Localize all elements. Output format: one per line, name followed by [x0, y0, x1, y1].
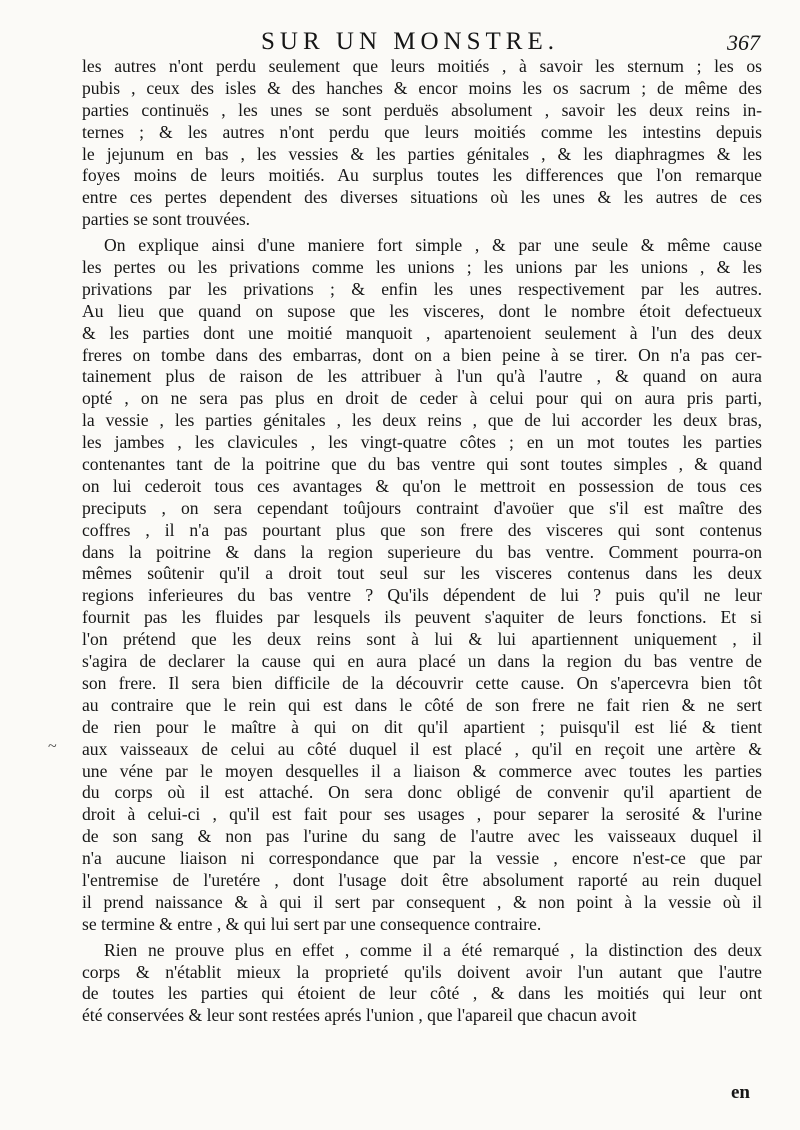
- text-line: été conservées & leur sont restées aprés l'union , que l'apareil que chacun avoit: [82, 1005, 637, 1026]
- text-line: Rien ne prouve plus en effet , comme il a été remarqué , la distinction des deux: [104, 939, 762, 960]
- text-line: ternes ; & les autres n'ont perdu que leurs moitiés comme les intestins depuis: [82, 121, 762, 142]
- text-line: coffres , il n'a pas pourtant plus que son frere des visceres qui sont contenus: [82, 519, 762, 540]
- text-line: de toutes les parties qui étoient de leur côté , & dans les moitiés qui leur ont: [82, 983, 762, 1004]
- text-line: privations par les privations ; & enfin les unes respectivement par les autres.: [82, 278, 762, 299]
- text-line: l'on prétend que les deux reins sont à lui & lui apartiennent uniquement , il: [82, 629, 762, 650]
- running-title: SUR UN MONSTRE.: [261, 28, 559, 55]
- text-line: fournit pas les fluides par lesquels ils peuvent s'aquiter de leurs fonctions. Et si: [82, 607, 762, 628]
- paragraph: [82, 56, 762, 231]
- text-line: n'a aucune liaison ni correspondance que par la vessie , encore n'est-ce que par: [82, 848, 762, 869]
- text-line: de rien pour le maître à qui on dit qu'il apartient ; puisqu'il est lié & tient: [82, 716, 762, 737]
- text-line: tainement plus de raison de les attribuer à l'un qu'à l'autre , & quand on aura: [82, 366, 762, 387]
- text-line: entre ces pertes dependent des diverses situations où les unes & les autres de ces: [82, 187, 762, 208]
- page-number: 367: [727, 30, 760, 55]
- text-line: parties se sont trouvées.: [82, 209, 251, 230]
- text-line: opté , on ne sera pas plus en droit de ceder à celui pour qui on aura pris parti,: [82, 388, 762, 409]
- text-line: contenantes tant de la poitrine que du bas ventre qui sont toutes simples , & quand: [82, 454, 762, 475]
- page-header: [60, 28, 760, 58]
- text-line: du corps où il est attaché. On sera donc obligé de convenir qu'il apartient de: [82, 782, 762, 803]
- text-line: au contraire que le rein qui est dans le côté de son frere ne fait rien & ne sert: [82, 694, 762, 715]
- paragraph: [82, 940, 762, 1028]
- text-line: il prend naissance & à qui il sert par consequent , & non point à la vessie où il: [82, 891, 762, 912]
- text-line: le jejunum en bas , les vessies & les parties génitales , & les diaphragmes & les: [82, 143, 762, 164]
- body-text: [82, 56, 762, 1027]
- text-line: on lui cederoit tous ces avantages & qu'on le mettroit en possession de tous ces: [82, 475, 762, 496]
- text-line: preciputs , on sera cependant toûjours contraint d'avoüer que s'il est maître des: [82, 497, 762, 518]
- text-line: la vessie , les parties génitales , les deux reins , que de lui accorder les deux bras,: [82, 410, 762, 431]
- paragraph: [82, 235, 762, 936]
- text-line: se termine & entre , & qui lui sert par une consequence contraire.: [82, 913, 542, 934]
- text-line: l'entremise de l'uretére , dont l'usage doit être absolument raporté au rein duquel: [82, 869, 762, 890]
- text-line: les jambes , les clavicules , les vingt-quatre côtes ; en un mot toutes les parties: [82, 432, 762, 453]
- text-line: foyes moins de leurs moitiés. Au surplus toutes les differences que l'on remarque: [82, 165, 762, 186]
- text-line: & les parties dont une moitié manquoit , apartenoient seulement à l'un des deux: [82, 322, 762, 343]
- text-line: freres on tombe dans des embarras, dont on a bien peine à se tirer. On n'a pas cer-: [82, 344, 762, 365]
- text-line: parties continuës , les unes se sont perduës absolument , savoir les deux reins in-: [82, 99, 762, 120]
- text-line: dans la poitrine & dans la region superieure du bas ventre. Comment pourra-on: [82, 541, 762, 562]
- text-line: aux vaisseaux de celui au côté duquel il est placé , qu'il en reçoit une artère &: [82, 738, 762, 759]
- text-line: On explique ainsi d'une maniere fort simple , & par une seule & même cause: [104, 235, 762, 256]
- text-line: son frere. Il sera bien difficile de la découvrir cette cause. On s'apercevra bien tôt: [82, 672, 762, 693]
- catchword: en: [731, 1082, 750, 1103]
- margin-mark: ~: [48, 738, 57, 755]
- text-line: corps & n'établit mieux la proprieté qu'ils doivent avoir l'un autant que l'autre: [82, 961, 762, 982]
- text-line: Au lieu que quand on supose que les visceres, dont le nombre étoit defectueux: [82, 300, 762, 321]
- text-line: de son sang & non pas l'urine du sang de l'autre avec les vaisseaux duquel il: [82, 826, 762, 847]
- text-line: les autres n'ont perdu seulement que leurs moitiés , à savoir les sternum ; les os: [82, 56, 762, 76]
- text-line: mêmes soûtenir qu'il a droit tout seul sur les visceres contenus dans les deux: [82, 563, 762, 584]
- text-line: s'agira de declarer la cause qui en aura placé un dans la region du bas ventre de: [82, 651, 762, 672]
- text-line: les pertes ou les privations comme les unions ; les unions par les unions , & les: [82, 257, 762, 278]
- text-line: une véne par le moyen desquelles il a liaison & commerce avec toutes les parties: [82, 760, 762, 781]
- text-line: droit à celui-ci , qu'il est fait pour ses usages , pour separer la serosité & l'urine: [82, 804, 762, 825]
- text-line: regions inferieures du bas ventre ? Qu'ils dépendent de lui ? puis qu'il ne leur: [82, 585, 762, 606]
- text-line: pubis , ceux des isles & des hanches & encor moins les os sacrum ; de même des: [82, 77, 762, 98]
